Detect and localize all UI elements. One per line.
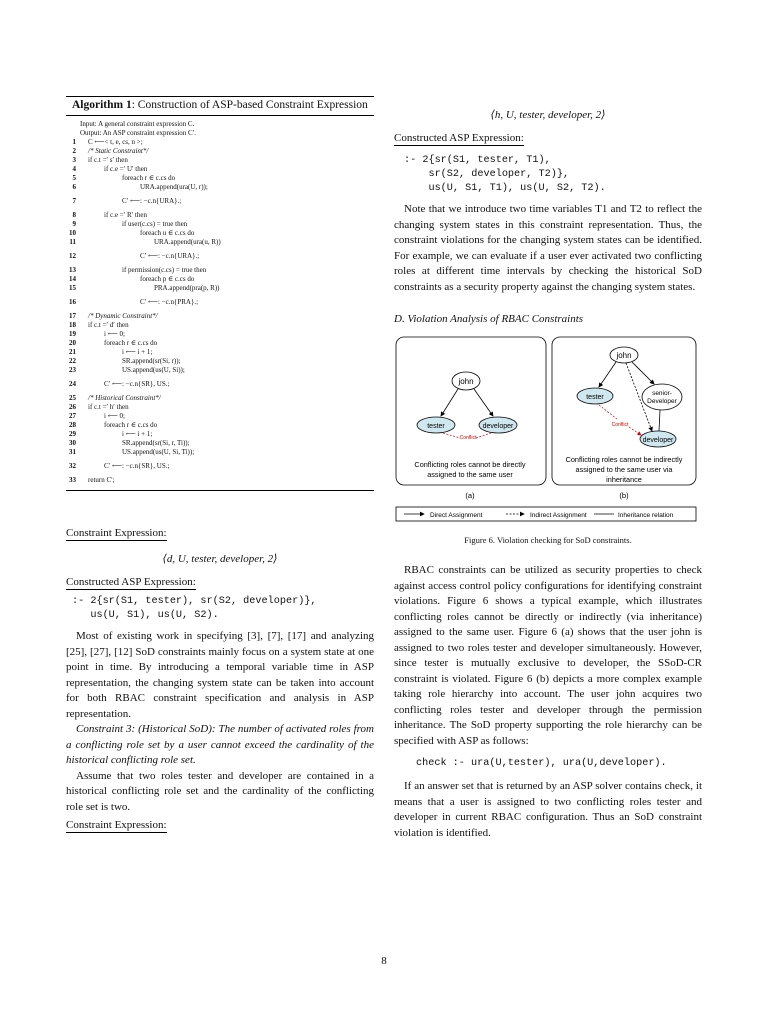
algorithm-line-text: /* Dynamic Constraint*/: [88, 312, 158, 320]
algorithm-line-number: 5: [72, 174, 76, 182]
panel-b-desc-3: inheritance: [606, 475, 642, 484]
algorithm-line: [66, 357, 374, 366]
algorithm-line-text: i ⟵ 0;: [104, 330, 125, 338]
algorithm-line-number: 26: [69, 403, 76, 411]
panel-a-desc-2: assigned to the same user: [427, 470, 513, 479]
algorithm-line-number: 9: [72, 220, 76, 228]
algorithm-line-number: 15: [69, 284, 76, 292]
algorithm-line-text: C′ ⟵: −c.n{URA}.;: [140, 252, 200, 260]
algorithm-line-text: PRA.append(pra(p, R)): [154, 284, 220, 292]
algorithm-line-number: 8: [72, 211, 76, 219]
algorithm-line-number: 30: [69, 439, 76, 447]
algorithm-line-text: if c.t =′ h′ then: [88, 403, 129, 411]
algorithm-line-text: foreach p ∈ c.cs do: [140, 275, 195, 283]
conflict-label-a: Conflict: [459, 435, 477, 441]
algorithm-line-text: i ⟵ 0;: [104, 412, 125, 420]
algorithm-line-number: 2: [72, 147, 76, 155]
algorithm-line: [66, 220, 374, 229]
algorithm-line: [66, 138, 374, 147]
algorithm-line: [66, 366, 374, 375]
legend-direct: Direct Assignment: [430, 512, 483, 519]
algorithm-line-number: 16: [69, 298, 76, 306]
algorithm-line-text: foreach u ∈ c.cs do: [140, 229, 195, 237]
algorithm-label: Algorithm 1: [72, 99, 132, 111]
algorithm-line-number: 20: [69, 339, 76, 347]
algorithm-line-text: /* Historical Constraint*/: [88, 394, 161, 402]
algorithm-line-number: 32: [69, 462, 76, 470]
algorithm-line-text: if c.e =′ R′ then: [104, 211, 147, 219]
algorithm-line: [66, 211, 374, 220]
figure-6: [394, 335, 698, 531]
paragraph-assume: Assume that two roles tester and developer are contained in a historical conflicting role set and the cardinality of the conflicting role set is two.: [66, 769, 374, 813]
algorithm-line-text: foreach r ∈ c.cs do: [104, 421, 158, 429]
algorithm-line-text: i ⟵ i + 1;: [122, 348, 153, 356]
algorithm-line: [66, 448, 374, 457]
asp-expression-label-right: Constructed ASP Expression:: [394, 132, 524, 144]
algorithm-line: [66, 174, 374, 183]
algorithm-line-text: if c.e =′ U′ then: [104, 165, 148, 173]
algorithm-line-number: 17: [69, 312, 76, 320]
algorithm-line: [66, 394, 374, 403]
algorithm-line-text: C ⟵< t, e, cs, n >;: [88, 138, 143, 146]
algorithm-line: [66, 238, 374, 247]
constraint-expression-value: ⟨d, U, tester, developer, 2⟩: [162, 553, 278, 565]
panel-b-desc-1: Conflicting roles cannot be indirectly: [565, 455, 683, 464]
figure-caption: Figure 6. Violation checking for SoD constraints.: [464, 535, 632, 545]
algorithm-line-number: 19: [69, 330, 76, 338]
algorithm-line-text: if c.t =′ d′ then: [88, 321, 129, 329]
algorithm-line: [66, 197, 374, 206]
algorithm-output: Output: An ASP constraint expression C′.: [80, 129, 196, 137]
algorithm-line-number: 21: [69, 348, 76, 356]
node-tester-b-label: tester: [586, 394, 604, 401]
paragraph-rbac-constraints: RBAC constraints can be utilized as security properties to check against access control policy configurations for identifying constraint violations. Figure 6 shows a typical example, which illustrates conflicting roles cannot be directly or indirectly (via inheritance) assigned to the same user. Figure 6 (a) shows that the user john is assigned to two roles tester and developer simultaneously. However, since tester is mutually exclusive to developer, the SSoD-CR constraint is violated. Figure 6 (b) depicts a more complex example taking role hierarchy into account. The user john acquires two conflicting roles tester and developer through the permission inheritance. The SoD property supporting the role hierarchy can be specified with ASP as follows:: [394, 564, 702, 747]
paragraph-time-variables: Note that we introduce two time variables T1 and T2 to reflect the changing system states in this constraint representation. Thus, the constraint violations for the changing system states can be identified. For example, we can evaluate if a user ever activated two conflicting roles at different time intervals by checking the historical SoD constraints as a security property against the changing system states.: [394, 203, 702, 293]
algorithm-line-text: C′ ⟵: −c.n{PRA}.;: [140, 298, 199, 306]
paragraph-constraint-3: Constraint 3: (Historical SoD): The number of activated roles from a conflicting role set by a user cannot exceed the cardinality of the historical conflicting role set.: [66, 723, 374, 766]
algorithm-line-text: if c.t =′ s′ then: [88, 156, 128, 164]
figure-6-diagram: [394, 335, 698, 531]
panel-b-desc-2: assigned to the same user via: [575, 465, 673, 474]
left-column: [66, 96, 374, 833]
algorithm-line-text: US.append(us(U, Si, Ti));: [122, 448, 195, 456]
algorithm-line-number: 12: [69, 252, 76, 260]
legend-inherit: Inheritance relation: [618, 512, 674, 519]
algorithm-line-text: US.append(us(U, Si));: [122, 366, 185, 374]
algorithm-line: [66, 462, 374, 471]
node-john-a-label: john: [458, 377, 474, 386]
algorithm-line: [66, 284, 374, 293]
constraint-expression-label-2: Constraint Expression:: [66, 819, 167, 831]
algorithm-line-number: 6: [72, 183, 76, 191]
algorithm-line-number: 24: [69, 380, 76, 388]
algorithm-line-number: 18: [69, 321, 76, 329]
algorithm-line-number: 3: [72, 156, 76, 164]
algorithm-line: [66, 421, 374, 430]
algorithm-title: : Construction of ASP-based Constraint Expression: [131, 99, 368, 111]
algorithm-line-text: i ⟵ i + 1;: [122, 430, 153, 438]
algorithm-line: [66, 403, 374, 412]
asp-code-historical: :- 2{sr(S1, tester, T1), sr(S2, developer, T2)}, us(U, S1, T1), us(U, S2, T2).: [404, 155, 606, 194]
node-senior-developer-b: [642, 384, 682, 410]
algorithm-line: [66, 412, 374, 421]
asp-code-dynamic: :- 2{sr(S1, tester), sr(S2, developer)}, us(U, S1), us(U, S2).: [72, 596, 317, 621]
algorithm-line-text: if permission(c.cs) = true then: [122, 266, 207, 274]
right-column: [394, 104, 702, 841]
algorithm-line-text: /* Static Constraint*/: [88, 147, 149, 155]
algorithm-line: [66, 476, 374, 485]
panel-a-desc-1: Conflicting roles cannot be directly: [414, 460, 526, 469]
algorithm-line: [66, 430, 374, 439]
algorithm-line-number: 4: [72, 165, 76, 173]
legend-indirect: Indirect Assignment: [530, 512, 587, 519]
algorithm-line-number: 29: [69, 430, 76, 438]
algorithm-line: [66, 156, 374, 165]
algorithm-heading: [66, 97, 374, 116]
algorithm-line: [66, 298, 374, 307]
algorithm-line: [66, 312, 374, 321]
algorithm-body: [66, 116, 374, 490]
algorithm-input: Input: A general constraint expression C.: [80, 120, 195, 128]
algorithm-line-text: C′ ⟵: −c.n{URA}.;: [122, 197, 182, 205]
algorithm-line: [66, 275, 374, 284]
node-developer-b-label: developer: [642, 437, 674, 444]
algorithm-line: [66, 229, 374, 238]
algorithm-line-text: SR.append(sr(Si, r));: [122, 357, 181, 365]
algorithm-line: [66, 252, 374, 261]
algorithm-line-text: URA.append(ura(U, r));: [140, 183, 208, 191]
algorithm-line: [66, 339, 374, 348]
algorithm-line: [66, 183, 374, 192]
algorithm-line: [66, 147, 374, 156]
algorithm-line-number: 22: [69, 357, 76, 365]
algorithm-line-number: 10: [69, 229, 76, 237]
algorithm-line: [66, 330, 374, 339]
algorithm-line-number: 13: [69, 266, 76, 274]
algorithm-line-number: 27: [69, 412, 76, 420]
subsection-heading: D. Violation Analysis of RBAC Constraints: [394, 313, 584, 325]
algorithm-line-number: 25: [69, 394, 76, 402]
conflict-label-b: Conflict: [611, 422, 629, 428]
constraint-expression-historical: ⟨h, U, tester, developer, 2⟩: [490, 109, 606, 121]
algorithm-line-number: 28: [69, 421, 76, 429]
algorithm-line: [66, 321, 374, 330]
algorithm-line: [66, 266, 374, 275]
node-senior-developer-b-label-1: senior-: [652, 390, 672, 397]
paragraph-existing-work: Most of existing work in specifying [3], [7], [17] and analyzing [25], [27], [12] SoD constraints mainly focus on a system state at one point in time. By introducing a temporal variable time in ASP representation, the changing system state can be taken into account for both RBAC constraint specification and analysis in ASP representation.: [66, 630, 374, 720]
algorithm-line-text: if user(c.cs) = true then: [122, 220, 188, 228]
asp-expression-label: Constructed ASP Expression:: [66, 576, 196, 588]
node-developer-a-label: developer: [482, 423, 514, 430]
algorithm-line: [66, 348, 374, 357]
algorithm-box: [66, 96, 374, 491]
node-senior-developer-b-label-2: Developer: [647, 398, 677, 405]
algorithm-line-number: 31: [69, 448, 76, 456]
algorithm-line-number: 23: [69, 366, 76, 374]
algorithm-line-number: 11: [69, 238, 76, 246]
algorithm-lines: [66, 138, 374, 485]
algorithm-line-number: 14: [69, 275, 76, 283]
algorithm-line: [66, 165, 374, 174]
algorithm-line-text: SR.append(sr(Si, r, Ti));: [122, 439, 190, 447]
algorithm-line-text: return C′;: [88, 476, 115, 484]
algorithm-line-text: URA.append(ura(u, R)): [154, 238, 221, 246]
algorithm-line-text: C′ ⟵: −c.n{SR}, US.;: [104, 462, 170, 470]
node-john-b-label: john: [616, 351, 632, 360]
paragraph-answer-set: If an answer set that is returned by an ASP solver contains check, it means that a user is assigned to two conflicting roles tester and developer in current RBAC configuration. Thus an SoD constraint violation is identified.: [394, 780, 702, 839]
algorithm-line-number: 1: [72, 138, 76, 146]
constraint-expression-label: Constraint Expression:: [66, 527, 167, 539]
algorithm-line-text: foreach r ∈ c.cs do: [122, 174, 176, 182]
algorithm-line-text: foreach r ∈ c.cs do: [104, 339, 158, 347]
check-code: check :- ura(U,tester), ura(U,developer).: [416, 758, 667, 769]
page-number: 8: [381, 955, 387, 967]
node-tester-a-label: tester: [427, 423, 445, 430]
algorithm-line: [66, 439, 374, 448]
panel-a-label: (a): [465, 491, 475, 500]
algorithm-line: [66, 380, 374, 389]
panel-b-label: (b): [619, 491, 629, 500]
algorithm-line-number: 33: [69, 476, 76, 484]
algorithm-line-number: 7: [72, 197, 76, 205]
algorithm-line-text: C′ ⟵: −c.n{SR}, US.;: [104, 380, 170, 388]
